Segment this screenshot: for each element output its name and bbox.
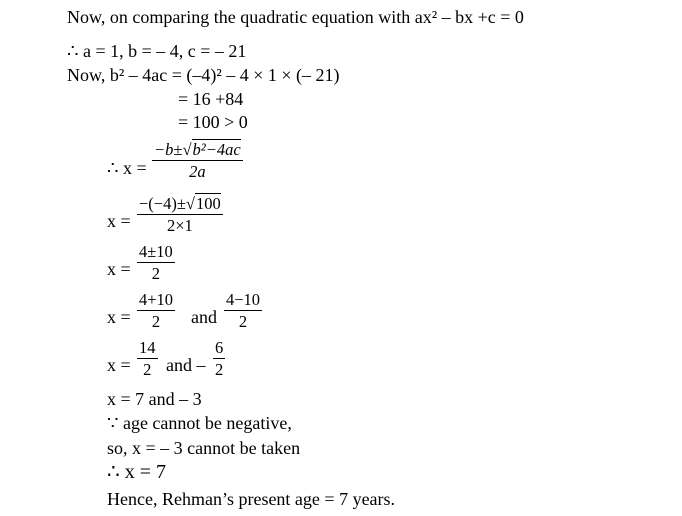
- sub4-numerator-2: 6: [215, 338, 224, 357]
- formula-radicand: b²−4ac: [192, 140, 241, 159]
- roots-line: x = 7 and – 3: [107, 389, 202, 409]
- radical-icon: √: [182, 140, 192, 159]
- sub4-denominator-2: 2: [215, 360, 224, 379]
- sub3-denominator-2: 2: [238, 312, 248, 331]
- sub2-numerator: 4±10: [139, 242, 173, 261]
- sub4-prefix: x =: [107, 355, 131, 375]
- formula-denominator: 2a: [189, 162, 206, 181]
- discriminant-line-1: Now, b² – 4ac = (–4)² – 4 × 1 × (– 21): [67, 65, 340, 85]
- conclusion-line: Hence, Rehman’s present age = 7 years.: [107, 489, 396, 509]
- sub4-numerator-1: 14: [139, 338, 156, 357]
- sub2-fraction: [137, 242, 175, 284]
- radical-icon: √: [185, 194, 195, 213]
- sub3-numerator-1: 4+10: [139, 290, 174, 309]
- formula-prefix: ∴ x =: [107, 158, 147, 178]
- sub1-prefix: x =: [107, 211, 131, 231]
- sub3-fraction-2: [224, 290, 262, 332]
- reject-line: so, x = – 3 cannot be taken: [107, 438, 301, 458]
- sub2-denominator: 2: [151, 264, 161, 283]
- sub1-denominator: 2×1: [166, 216, 193, 235]
- formula-numerator-term: −b±: [154, 140, 183, 159]
- discriminant-line-3: = 100 > 0: [178, 112, 248, 132]
- result-line: ∴ x = 7: [107, 461, 167, 483]
- sub4-fraction-2: [213, 338, 225, 380]
- reason-line: ∵ age cannot be negative,: [107, 413, 292, 433]
- intro-line: Now, on comparing the quadratic equation with ax² – bx +c = 0: [67, 7, 524, 27]
- sub3-connector: and: [191, 307, 217, 327]
- quadratic-formula-fraction: [152, 140, 243, 182]
- sub1-numerator-term: −(−4)±: [139, 194, 186, 213]
- sub3-numerator-2: 4−10: [226, 290, 261, 309]
- discriminant-line-2: = 16 +84: [178, 89, 244, 109]
- sub1-fraction: [137, 194, 223, 236]
- sub4-connector: and –: [166, 355, 206, 375]
- coefficients-line: ∴ a = 1, b = – 4, c = – 21: [67, 41, 247, 61]
- formula-numerator: [152, 140, 243, 161]
- sub4-denominator-1: 2: [143, 360, 152, 379]
- sub1-numerator: [137, 194, 223, 215]
- sub3-denominator-1: 2: [151, 312, 161, 331]
- sub2-prefix: x =: [107, 259, 131, 279]
- sub3-fraction-1: [137, 290, 175, 332]
- sub3-prefix: x =: [107, 307, 131, 327]
- sub1-radicand: 100: [195, 194, 221, 213]
- sub4-fraction-1: [137, 338, 158, 380]
